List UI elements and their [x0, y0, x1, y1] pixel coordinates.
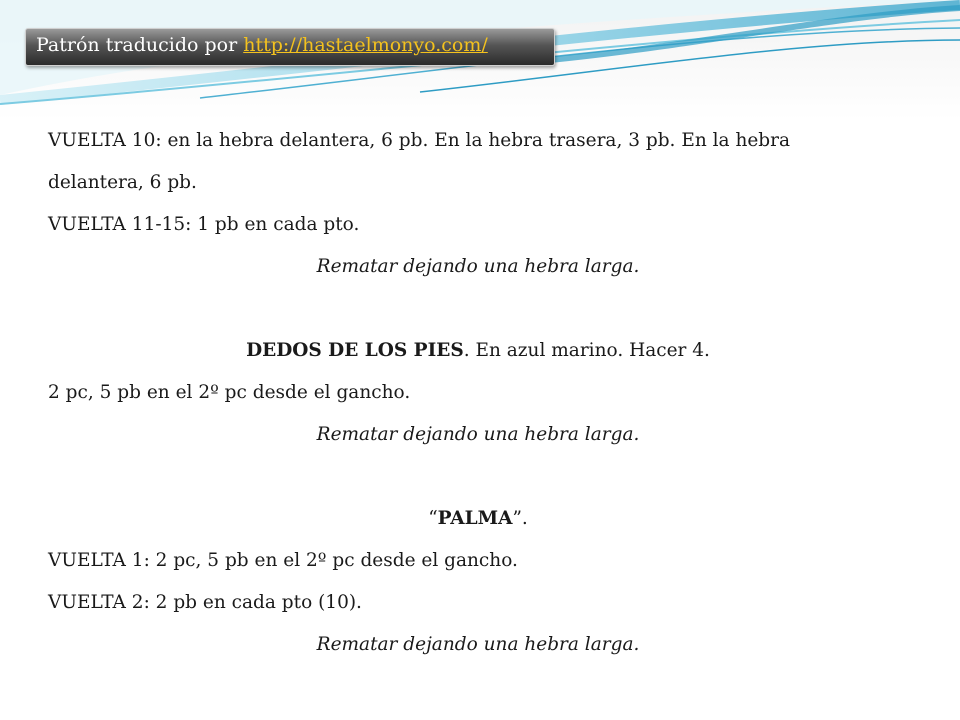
- vuelta-10-line2: delantera, 6 pb.: [48, 172, 197, 193]
- palma-title: PALMA: [437, 508, 513, 529]
- rematar-note-3: Rematar dejando una hebra larga.: [316, 634, 640, 655]
- translator-credit-box: [25, 28, 555, 66]
- rematar-note-2: Rematar dejando una hebra larga.: [316, 424, 640, 445]
- pattern-text: [48, 120, 908, 666]
- palma-close-quote: ”.: [512, 508, 528, 529]
- vuelta-10-line1: VUELTA 10: en la hebra delantera, 6 pb. En la hebra trasera, 3 pb. En la hebra: [48, 130, 791, 151]
- palma-vuelta-2: VUELTA 2: 2 pb en cada pto (10).: [48, 592, 362, 613]
- palma-vuelta-1: VUELTA 1: 2 pc, 5 pb en el 2º pc desde el gancho.: [48, 550, 518, 571]
- credit-prefix: Patrón traducido por: [36, 34, 244, 56]
- rematar-note-1: Rematar dejando una hebra larga.: [316, 256, 640, 277]
- vuelta-11-15: VUELTA 11-15: 1 pb en cada pto.: [48, 214, 360, 235]
- dedos-rest: . En azul marino. Hacer 4.: [463, 340, 710, 361]
- palma-open-quote: “: [428, 508, 438, 529]
- palma-heading: [48, 498, 908, 540]
- dedos-heading: [48, 330, 908, 372]
- credit-link[interactable]: http://hastaelmonyo.com/: [243, 34, 488, 56]
- spacer: [48, 288, 908, 330]
- spacer: [48, 456, 908, 498]
- dedos-title: DEDOS DE LOS PIES: [246, 340, 464, 361]
- dedos-instructions: 2 pc, 5 pb en el 2º pc desde el gancho.: [48, 382, 411, 403]
